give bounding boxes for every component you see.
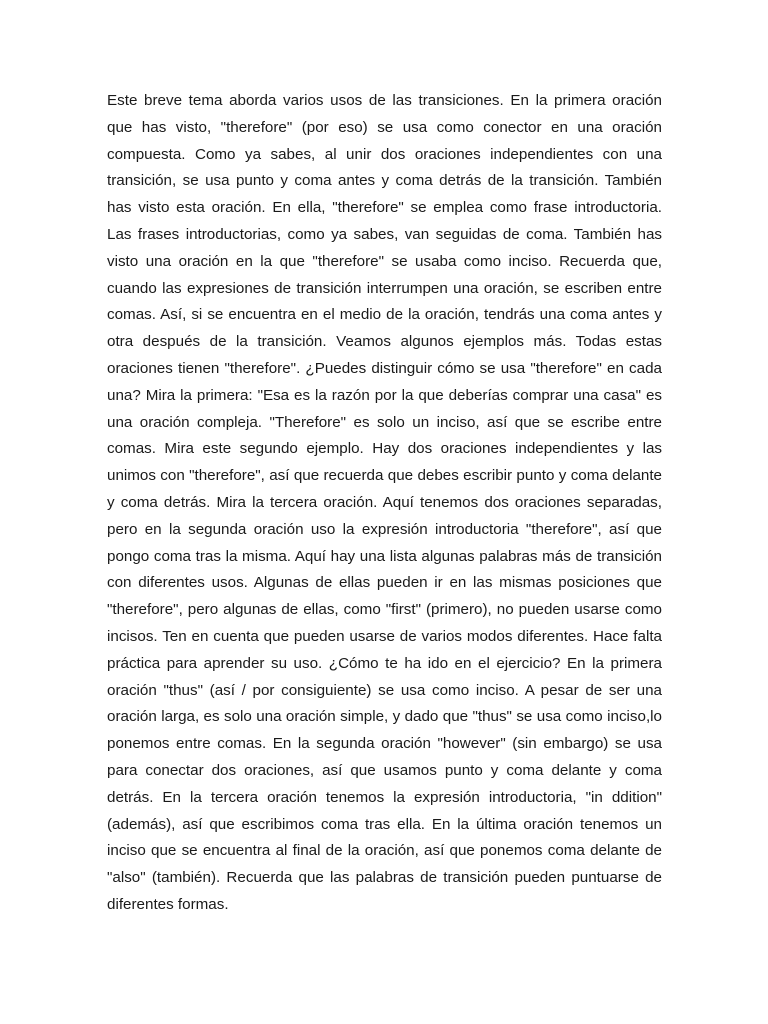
body-paragraph: Este breve tema aborda varios usos de las transiciones. En la primera oración que has visto, "therefore" (por eso) se usa como conector en una oración compuesta. Como ya sabes, al unir dos oraciones independientes con una transición, se usa punto y coma antes y coma detrás de la transición. También has visto esta oración. En ella, "therefore" se emplea como frase introductoria. Las frases introductorias, como ya sabes, van seguidas de coma. También has visto una oración en la que "therefore" se usaba como inciso. Recuerda que, cuando las expresiones de transición interrumpen una oración, se escriben entre comas. Así, si se encuentra en el medio de la oración, tendrás una coma antes y otra después de la transición. Veamos algunos ejemplos más. Todas estas oraciones tienen "therefore". ¿Puedes distinguir cómo se usa "therefore" en cada una? Mira la primera: "Esa es la razón por la que deberías comprar una casa" es una oración compleja. "Therefore" es solo un inciso, así que se escribe entre comas. Mira este segundo ejemplo. Hay dos oraciones independientes y las unimos con "therefore", así que recuerda que debes escribir punto y coma delante y coma detrás. Mira la tercera oración. Aquí tenemos dos oraciones separadas, pero en la segunda oración uso la expresión introductoria "therefore", así que pongo coma tras la misma. Aquí hay una lista algunas palabras más de transición con diferentes usos. Algunas de ellas pueden ir en las mismas posiciones que "therefore", pero algunas de ellas, como "first" (primero), no pueden usarse como incisos. Ten en cuenta que pueden usarse de varios modos diferentes. Hace falta práctica para aprender su uso. ¿Cómo te ha ido en el ejercicio? En la primera oración "thus" (así / por consiguiente) se usa como inciso. A pesar de ser una oración larga, es solo una oración simple, y dado que "thus" se usa como inciso,lo ponemos entre comas. En la segunda oración "however" (sin embargo) se usa para conectar dos oraciones, así que usamos punto y coma delante y coma detrás. En la tercera oración tenemos la expresión introductoria, "in ddition" (además), así que escribimos coma tras ella. En la última oración tenemos un inciso que se encuentra al final de la oración, así que ponemos coma delante de "also" (también). Recuerda que las palabras de transición pueden puntuarse de diferentes formas. (107, 92, 662, 913)
document-page (107, 88, 662, 919)
